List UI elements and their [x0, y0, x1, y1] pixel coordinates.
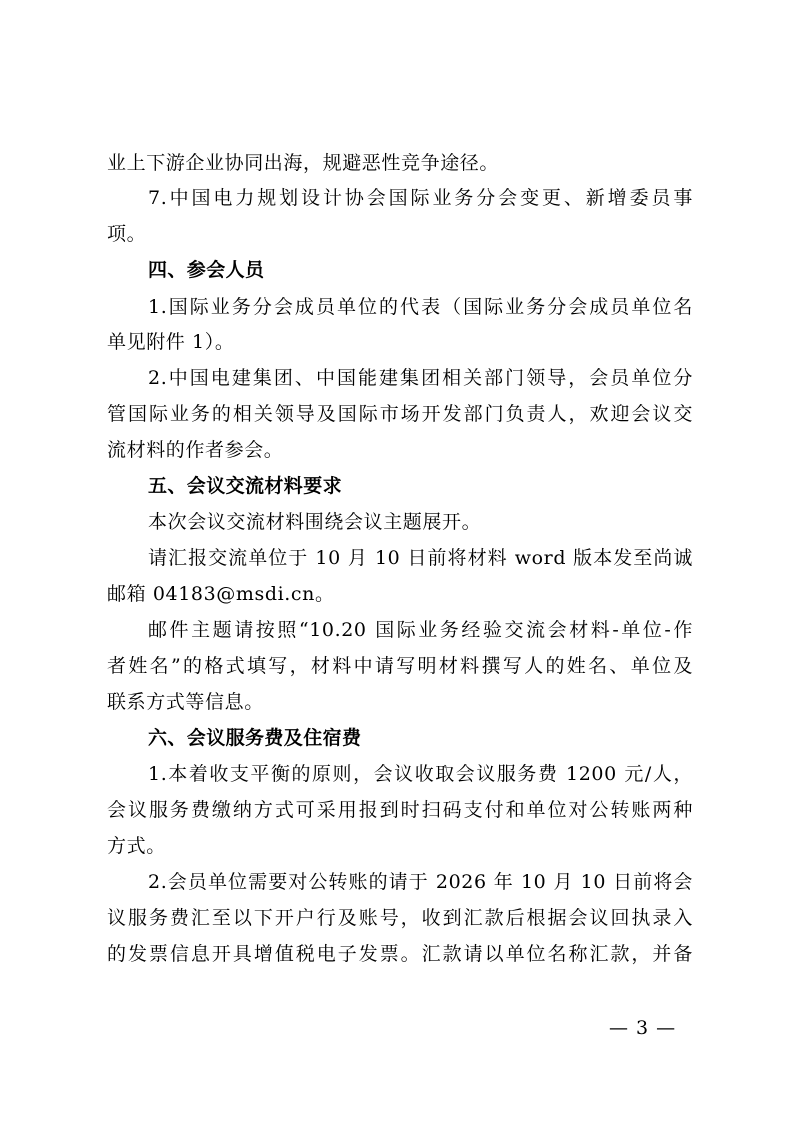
body-text-line: 者姓名”的格式填写，材料中请写明材料撰写人的姓名、单位及: [107, 655, 693, 677]
body-text-line: 单见附件 1）。: [107, 331, 235, 353]
page-number: — 3 —: [609, 1017, 677, 1039]
body-text-line: 业上下游企业协同出海，规避恶性竞争途径。: [107, 152, 500, 174]
section-heading-attendees: 四、参会人员: [148, 259, 265, 281]
body-text-line: 流材料的作者参会。: [107, 439, 284, 461]
body-text-line: 联系方式等信息。: [107, 691, 264, 713]
list-item-2: 2.会员单位需要对公转账的请于 2026 年 10 月 10 日前将会: [148, 871, 693, 893]
body-text-line: 管国际业务的相关领导及国际市场开发部门负责人，欢迎会议交: [107, 403, 693, 425]
body-text-line: 本次会议交流材料围绕会议主题展开。: [148, 511, 482, 533]
body-text-line: 方式。: [107, 835, 166, 857]
list-item-7: 7.中国电力规划设计协会国际业务分会变更、新增委员事: [148, 187, 693, 209]
body-text-line: 请汇报交流单位于 10 月 10 日前将材料 word 版本发至尚诚: [148, 547, 693, 569]
body-text-line: 项。: [107, 223, 147, 245]
list-item-2: 2.中国电建集团、中国能建集团相关部门领导，会员单位分: [148, 367, 693, 389]
body-text-line: 的发票信息开具增值税电子发票。汇款请以单位名称汇款，并备: [107, 943, 693, 965]
body-text-line: 邮件主题请按照“10.20 国际业务经验交流会材料-单位-作: [148, 619, 693, 641]
body-text-line: 议服务费汇至以下开户行及账号，收到汇款后根据会议回执录入: [107, 907, 693, 929]
list-item-1: 1.本着收支平衡的原则，会议收取会议服务费 1200 元/人，: [148, 763, 693, 785]
list-item-1: 1.国际业务分会成员单位的代表（国际业务分会成员单位名: [148, 296, 693, 318]
section-heading-materials: 五、会议交流材料要求: [148, 475, 343, 497]
body-text-line: 会议服务费缴纳方式可采用报到时扫码支付和单位对公转账两种: [107, 799, 693, 821]
email-address-line: 邮箱 04183@msdi.cn。: [107, 583, 335, 605]
section-heading-fees: 六、会议服务费及住宿费: [148, 727, 362, 749]
